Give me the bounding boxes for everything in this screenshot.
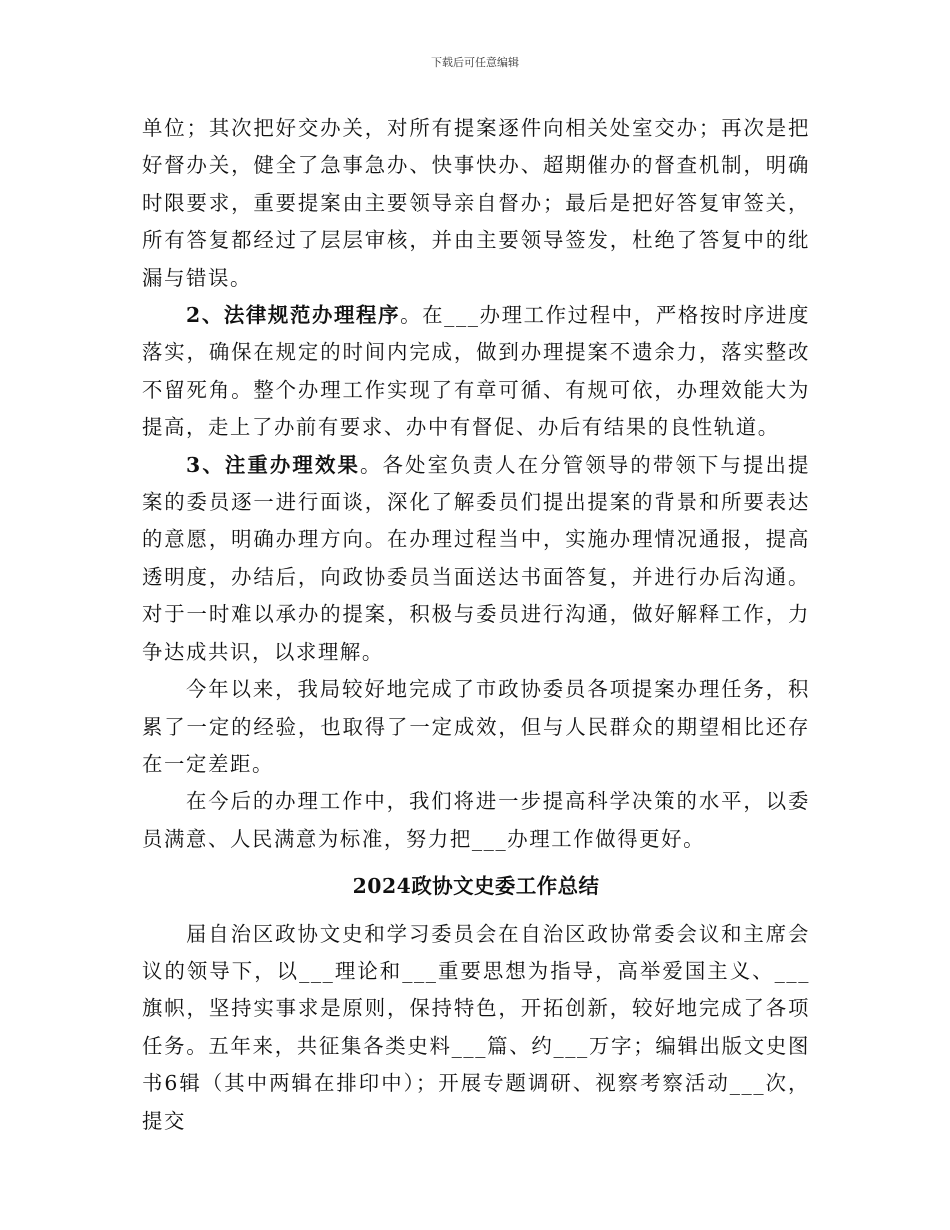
document-body (142, 110, 810, 1140)
paragraph-3-heading: 3、注重办理效果 (186, 452, 361, 477)
paragraph-3 (142, 447, 810, 671)
paragraph-2-text: 。在___办理工作过程中，严格按时序进度落实，确保在规定的时间内完成，做到办理提案不遗余力，落实整改不留死角。整个办理工作实现了有章可循、有规可依，办理效能大为提高，走上了办前有要求、办中有督促、办后有结果的良性轨道。 (142, 303, 811, 440)
paragraph-2 (142, 297, 810, 447)
section-title: 2024政协文史委工作总结 (352, 874, 600, 899)
paragraph-5: 在今后的办理工作中，我们将进一步提高科学决策的水平，以委员满意、人民满意为标准，努力把___办理工作做得更好。 (142, 789, 810, 851)
page-header: 下载后可任意编辑 (431, 56, 519, 69)
paragraph-6: 届自治区政协文史和学习委员会在自治区政协常委会议和主席会议的领导下，以___理论和___重要思想为指导，高举爱国主义、___旗帜，坚持实事求是原则，保持特色，开拓创新，较好地完成了各项任务。五年来，共征集各类史料___篇、约___万字；编辑出版文史图书6辑（其中两辑在排印中）；开展专题调研、视察考察活动___次，提交 (142, 921, 810, 1133)
paragraph-3-text: 。各处室负责人在分管领导的带领下与提出提案的委员逐一进行面谈，深化了解委员们提出提案的背景和所要表达的意愿，明确办理方向。在办理过程当中，实施办理情况通报，提高透明度，办结后，向政协委员当面送达书面答复，并进行办后沟通。对于一时难以承办的提案，积极与委员进行沟通，做好解释工作，力争达成共识，以求理解。 (142, 452, 810, 664)
paragraph-2-heading: 2、法律规范办理程序 (186, 303, 401, 328)
paragraph-1: 单位；其次把好交办关，对所有提案逐件向相关处室交办；再次是把好督办关，健全了急事急办、快事快办、超期催办的督查机制，明确时限要求，重要提案由主要领导亲自督办；最后是把好答复审签关，所有答复都经过了层层审核，并由主要领导签发，杜绝了答复中的纰漏与错误。 (142, 116, 810, 290)
paragraph-4: 今年以来，我局较好地完成了市政协委员各项提案办理任务，积累了一定的经验，也取得了一定成效，但与人民群众的期望相比还存在一定差距。 (142, 677, 810, 776)
